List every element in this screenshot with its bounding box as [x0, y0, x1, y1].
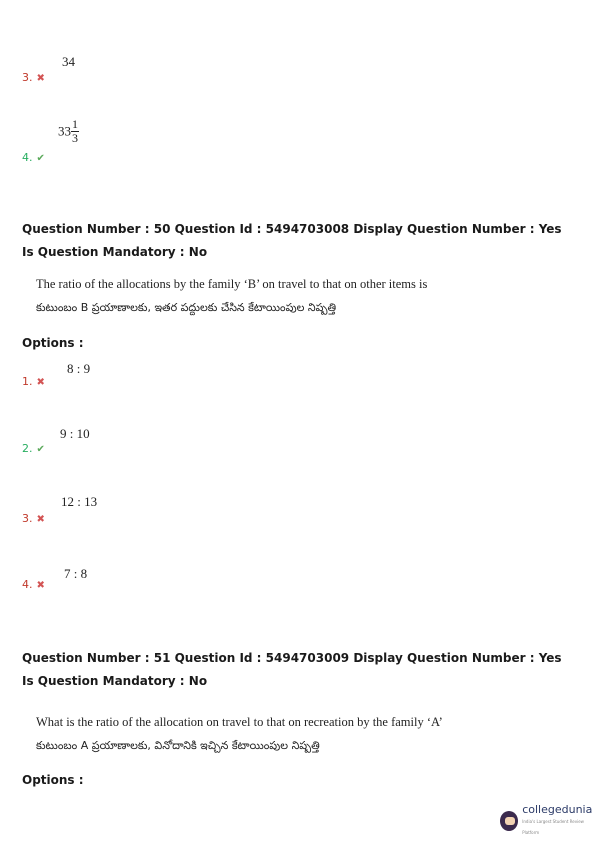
option-value: 34 [62, 54, 75, 69]
question-text-telugu: కుటుంబం A ప్రయాణాలకు, వినోదానికి ఇచ్చిన కేటాయింపుల నిష్పత్తి [36, 739, 320, 752]
logo-wordmark: collegedunia [522, 803, 593, 816]
option-number: 3. [22, 71, 33, 84]
option-q49-3[interactable] [22, 68, 45, 86]
option-q50-3[interactable] [22, 509, 45, 527]
question-text-telugu: కుటుంబం B ప్రయాణాలకు, ఇతర పద్దులకు చేసిన కేటాయింపుల నిష్పత్తి [36, 301, 337, 314]
wrong-icon: ✖ [36, 377, 45, 388]
option-number: 4. [22, 578, 33, 591]
logo-tagline: India's Largest Student Review Platform [522, 819, 584, 835]
fraction [71, 118, 79, 145]
collegedunia-logo [500, 804, 595, 838]
option-number: 2. [22, 442, 33, 455]
wrong-icon: ✖ [36, 73, 45, 84]
option-number: 1. [22, 375, 33, 388]
option-value: 9 : 10 [60, 426, 90, 441]
option-q50-2[interactable] [22, 439, 45, 457]
option-q50-4[interactable] [22, 575, 45, 593]
option-q49-4[interactable] [22, 148, 45, 166]
option-number: 3. [22, 512, 33, 525]
fraction-whole: 33 [58, 123, 71, 139]
option-value-fraction [58, 118, 79, 145]
wrong-icon: ✖ [36, 580, 45, 591]
question-text-english: The ratio of the allocations by the family ‘B’ on travel to that on other items is [36, 277, 428, 291]
option-q50-1[interactable] [22, 372, 45, 390]
option-value: 8 : 9 [67, 361, 91, 376]
option-value: 7 : 8 [64, 566, 88, 581]
fraction-numerator: 1 [72, 117, 78, 131]
wrong-icon: ✖ [36, 514, 45, 525]
question-header: Question Number : 50 Question Id : 5494703008 Display Question Number : Yes Is Question Mandatory : No [22, 222, 562, 259]
options-label: Options : [22, 773, 84, 787]
options-label: Options : [22, 336, 84, 350]
option-value: 12 : 13 [61, 494, 98, 509]
logo-text [522, 804, 595, 838]
check-icon: ✔ [36, 153, 45, 164]
logo-icon [500, 811, 518, 831]
question-text-english: What is the ratio of the allocation on travel to that on recreation by the family ‘A’ [36, 715, 443, 729]
option-number: 4. [22, 151, 33, 164]
check-icon: ✔ [36, 444, 45, 455]
fraction-denominator: 3 [72, 131, 78, 145]
question-header: Question Number : 51 Question Id : 5494703009 Display Question Number : Yes Is Question Mandatory : No [22, 651, 562, 688]
